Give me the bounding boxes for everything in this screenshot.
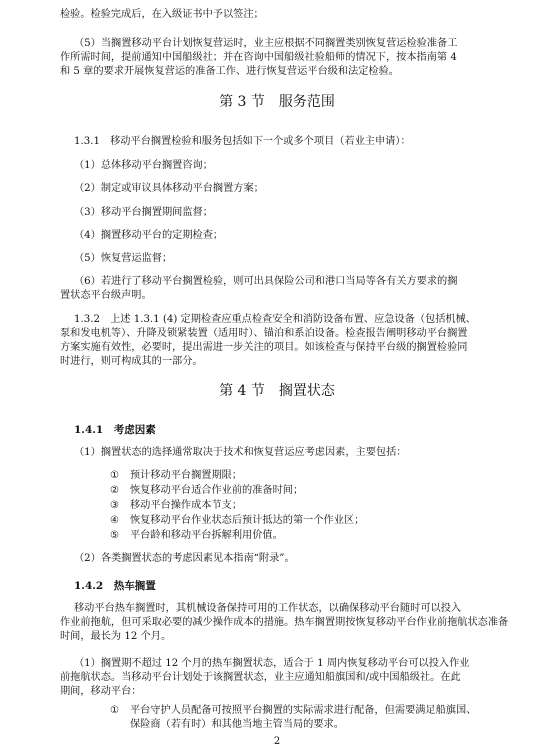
text-line: （5）当搁置移动平台计划恢复营运时，业主应根据不同搁置类别恢复营运检验准备工 — [74, 38, 458, 49]
sub-item — [110, 704, 476, 717]
list-item: 置状态平台级声明。 — [60, 290, 152, 301]
clause-1-3-2: 方案实施有效性，必要时，提出需进一步关注的项目。如该检查与保持平台级的搁置检验同 — [60, 342, 468, 353]
clause-1-4-1-title: 1.4.1 考虑因素 — [74, 424, 156, 436]
clause-1-3-1-intro: 1.3.1 移动平台搁置检验和服务包括如下一个或多个项目（若业主申请）： — [74, 136, 411, 147]
factor-mark: ④ — [110, 515, 120, 526]
factor-text: 恢复移动平台适合作业前的准备时间； — [130, 485, 304, 496]
clause-1-4-2-text: （1）搁置期不超过 12 个月的热车搁置状态，适合于 1 周内恢复移动平台可以投入作业 — [74, 658, 470, 669]
list-item: （4）搁置移动平台的定期检查； — [74, 230, 224, 241]
factor-item — [110, 469, 242, 482]
factor-text: 移动平台操作成本节支； — [130, 500, 243, 511]
clause-1-4-2-title: 1.4.2 热车搁置 — [74, 580, 156, 592]
clause-1-3-2: 时进行，则可构成其的一部分。 — [60, 356, 203, 367]
clause-1-4-2-text: 前拖航状态。当移动平台计划处于该搁置状态，业主应通知船旗国和/或中国船级社。在此 — [60, 672, 461, 683]
factor-mark: ⑤ — [110, 530, 120, 541]
factor-mark: ② — [110, 485, 120, 496]
page-number: 2 — [273, 736, 281, 747]
factor-item — [110, 514, 364, 527]
section-4-heading: 第 4 节 搁置状态 — [219, 383, 335, 399]
clause-1-4-1-text: （1）搁置状态的选择通常取决于技术和恢复营运应考虑因素，主要包括： — [74, 447, 407, 458]
factor-mark: ① — [110, 470, 120, 481]
factor-text: 预计移动平台搁置期限； — [130, 470, 243, 481]
list-item: （6）若进行了移动平台搁置检验，则可出具保险公司和港口当局等各有关方要求的搁 — [74, 276, 458, 287]
text-line: 作所需时间，提前通知中国船级社；并在咨询中国船级社验船师的情况下，按本指南第 4 — [60, 52, 457, 63]
text-line: 和 5 章的要求开展恢复营运的准备工作、进行恢复营运平台级和法定检验。 — [60, 66, 399, 77]
sub-item-text: 保险商（若有时）和其他当地主管当局的要求。 — [130, 719, 344, 730]
clause-1-3-2: 1.3.2 上述 1.3.1 (4) 定期检查应重点检查安全和消防设备布置、应急设备（包括机械、 — [74, 314, 476, 325]
list-item: （2）制定或审议具体移动平台搁置方案； — [74, 183, 264, 194]
clause-1-4-1-text: （2）各类搁置状态的考虑因素见本指南“附录”。 — [74, 553, 295, 564]
sub-item-mark: ① — [110, 705, 120, 716]
clause-1-4-2-text: 作业前拖航，但可采取必要的减少操作成本的措施。热车搁置期按恢复移动平台作业前拖航状态准备 — [60, 617, 509, 628]
factor-item — [110, 529, 283, 542]
factor-text: 恢复移动平台作业状态后预计抵达的第一个作业区； — [130, 515, 365, 526]
factor-text: 平台龄和移动平台拆解利用价值。 — [130, 530, 283, 541]
clause-1-4-2-text: 时间，最长为 12 个月。 — [60, 631, 172, 642]
clause-1-4-2-text: 移动平台热车搁置时，其机械设备保持可用的工作状态，以确保移动平台随时可以投入 — [74, 603, 462, 614]
text-line: 检验。检验完成后，在入级证书中予以签注； — [60, 9, 264, 20]
list-item: （5）恢复营运监督； — [74, 253, 173, 264]
list-item: （3）移动平台搁置期间监督； — [74, 207, 213, 218]
factor-item — [110, 484, 303, 497]
clause-1-4-2-text: 期间，移动平台： — [60, 686, 142, 697]
sub-item-text: 平台守护人员配备可按照平台搁置的实际需求进行配备，但需要满足船旗国、 — [130, 705, 477, 716]
section-3-heading: 第 3 节 服务范围 — [219, 94, 335, 110]
factor-item — [110, 499, 242, 512]
list-item: （1）总体移动平台搁置咨询； — [74, 160, 213, 171]
factor-mark: ③ — [110, 500, 120, 511]
clause-1-3-2: 泵和发电机等）、升降及锁紧装置（适用时）、锚泊和系泊设备。检查报告阐明移动平台搁置 — [60, 328, 468, 339]
